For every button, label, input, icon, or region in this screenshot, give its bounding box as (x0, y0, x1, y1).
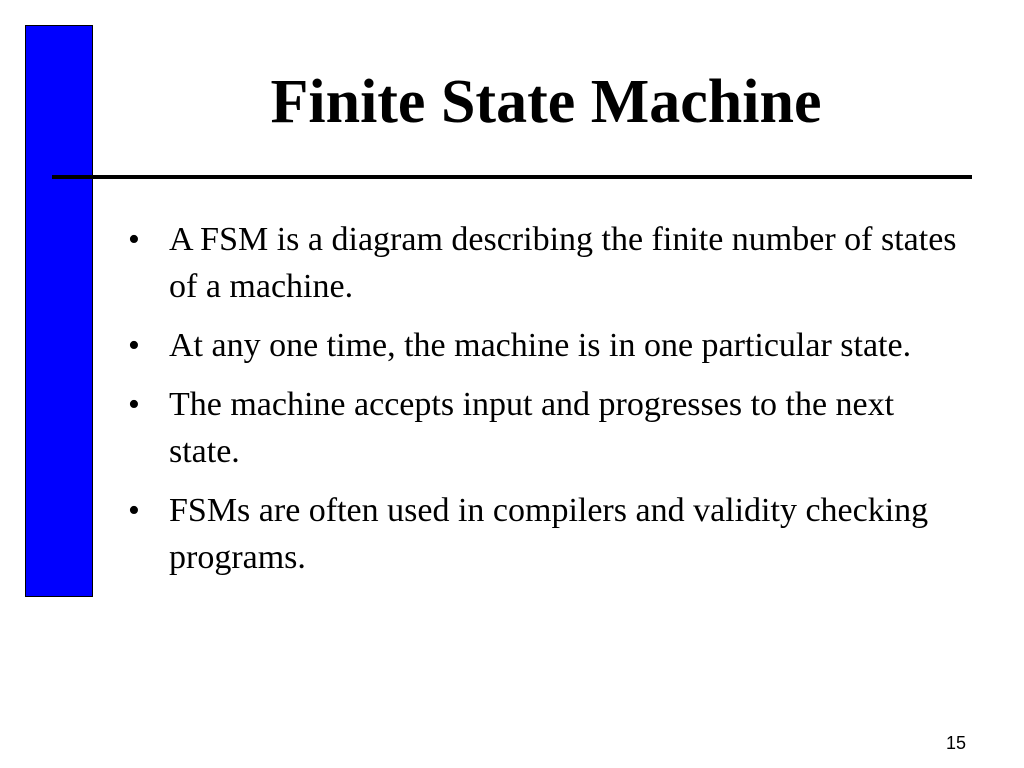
bullet-item (128, 487, 958, 581)
accent-side-bar (25, 25, 93, 597)
bullet-marker: • (128, 221, 140, 258)
title-divider (52, 175, 972, 179)
bullet-text: FSMs are often used in compilers and validity checking programs. (169, 492, 929, 576)
bullet-item (128, 322, 958, 369)
bullet-item (128, 381, 958, 475)
slide-number: 15 (945, 733, 966, 753)
bullet-text: At any one time, the machine is in one particular state. (169, 327, 912, 364)
bullet-text: A FSM is a diagram describing the finite number of states of a machine. (169, 221, 957, 305)
bullet-list (128, 216, 958, 593)
bullet-marker: • (128, 492, 140, 529)
bullet-text: The machine accepts input and progresses to the next state. (169, 386, 895, 470)
bullet-item (128, 216, 958, 310)
slide-title: Finite State Machine (270, 68, 822, 136)
bullet-marker: • (128, 386, 140, 423)
bullet-marker: • (128, 327, 140, 364)
